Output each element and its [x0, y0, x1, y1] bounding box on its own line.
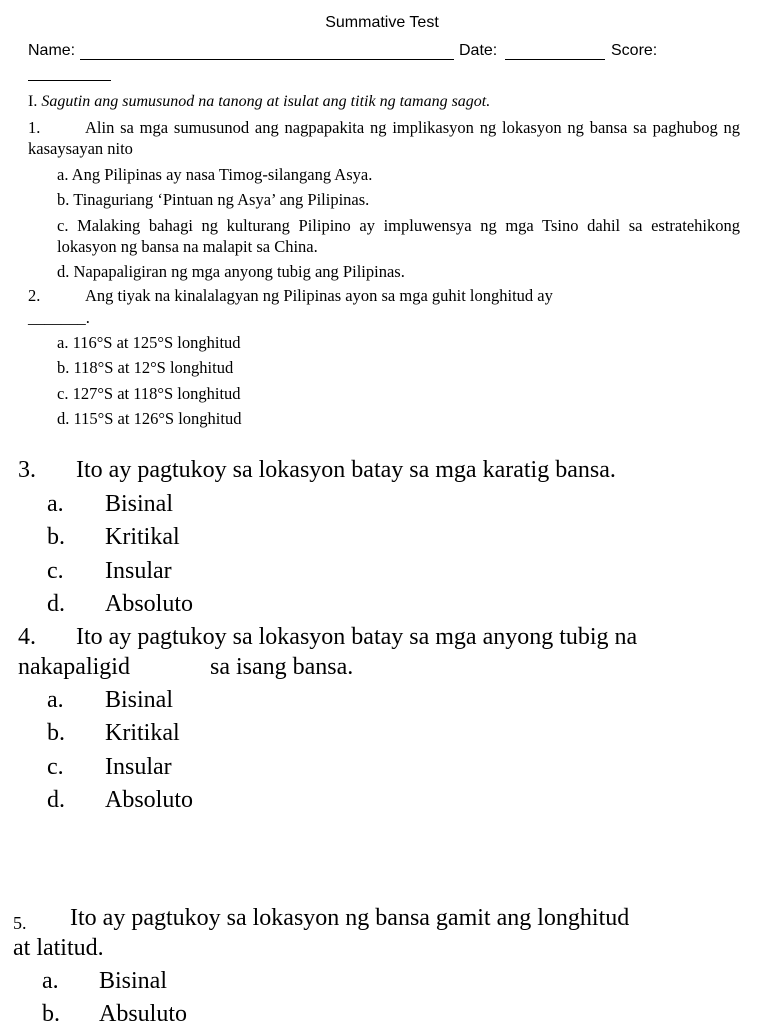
question-4-choice-c-text: Insular — [105, 754, 172, 780]
question-5-choice-a-letter: a. — [42, 968, 59, 994]
name-label: Name: — [28, 42, 76, 59]
question-3-choice-c-letter: c. — [47, 558, 64, 584]
question-4-choice-a-text: Bisinal — [105, 687, 174, 713]
question-1-choice-d: d. Napapaligiran ng mga anyong tubig ang Pilipinas. — [57, 262, 405, 281]
question-4-choice-b-letter: b. — [47, 720, 65, 746]
question-4-text-line1: Ito ay pagtukoy sa lokasyon batay sa mga anyong tubig na — [76, 624, 638, 650]
question-2-choice-a: a. 116°S at 125°S longhitud — [57, 333, 241, 352]
date-label: Date: — [459, 42, 498, 59]
question-4-choice-c-letter: c. — [47, 754, 64, 780]
question-4-choice-d-text: Absoluto — [105, 787, 194, 813]
question-3-choice-b-text: Kritikal — [105, 524, 180, 550]
question-3-choice-a-text: Bisinal — [105, 491, 174, 517]
score-label: Score: — [611, 42, 658, 59]
question-2-blank: _______. — [28, 308, 90, 327]
question-3-choice-d-text: Absoluto — [105, 591, 194, 617]
question-5-number: 5. — [13, 913, 27, 933]
question-3-number: 3. — [18, 457, 36, 483]
name-blank-line — [80, 59, 454, 60]
page-title: Summative Test — [325, 14, 439, 31]
question-4-text-line2b: sa isang bansa. — [210, 654, 354, 680]
question-1-choice-c: c. Malaking bahagi ng kulturang Pilipino ay impluwensya ng mga Tsino dahil sa estratehikong lokasyon ng bansa na malapit sa China. — [57, 216, 740, 256]
question-5-text-line1: Ito ay pagtukoy sa lokasyon ng bansa gamit ang longhitud — [70, 905, 630, 931]
instructions-text: Sagutin ang sumusunod na tanong at isulat ang titik ng tamang sagot. — [41, 93, 491, 110]
question-2-choice-b: b. 118°S at 12°S longhitud — [57, 358, 234, 377]
instructions — [28, 93, 490, 111]
question-1-text: Alin sa mga sumusunod ang nagpapakita ng implikasyon ng lokasyon ng bansa sa paghubog ng kasaysayan nito — [28, 118, 740, 158]
score-blank-line — [28, 80, 111, 81]
question-3-choice-c-text: Insular — [105, 558, 172, 584]
question-5-choice-b-text: Absuluto — [99, 1001, 188, 1027]
question-3-choice-d-letter: d. — [47, 591, 65, 617]
question-1-choice-a: a. Ang Pilipinas ay nasa Timog-silangang Asya. — [57, 165, 373, 184]
question-5-text-line2: at latitud. — [13, 935, 104, 961]
question-2-choice-d: d. 115°S at 126°S longhitud — [57, 409, 242, 428]
question-4-text-line2a: nakapaligid — [18, 654, 130, 680]
question-4-number: 4. — [18, 624, 36, 650]
question-3-choice-b-letter: b. — [47, 524, 65, 550]
question-3-choice-a-letter: a. — [47, 491, 64, 517]
question-1-stem — [28, 117, 740, 159]
question-2-stem — [28, 285, 740, 306]
instructions-number: I. — [28, 93, 38, 110]
question-3-text: Ito ay pagtukoy sa lokasyon batay sa mga karatig bansa. — [76, 457, 616, 483]
question-4-choice-b-text: Kritikal — [105, 720, 180, 746]
question-2-choice-c: c. 127°S at 118°S longhitud — [57, 384, 241, 403]
question-4-choice-d-letter: d. — [47, 787, 65, 813]
question-1-number: 1. — [28, 118, 41, 137]
question-4-choice-a-letter: a. — [47, 687, 64, 713]
question-1-choice-b: b. Tinaguriang ‘Pintuan ng Asya’ ang Pilipinas. — [57, 190, 370, 209]
question-2-text: Ang tiyak na kinalalagyan ng Pilipinas ayon sa mga guhit longhitud ay — [85, 286, 553, 305]
question-5-choice-a-text: Bisinal — [99, 968, 168, 994]
question-2-number: 2. — [28, 286, 41, 305]
question-5-choice-b-letter: b. — [42, 1001, 60, 1027]
date-blank-line — [505, 59, 605, 60]
